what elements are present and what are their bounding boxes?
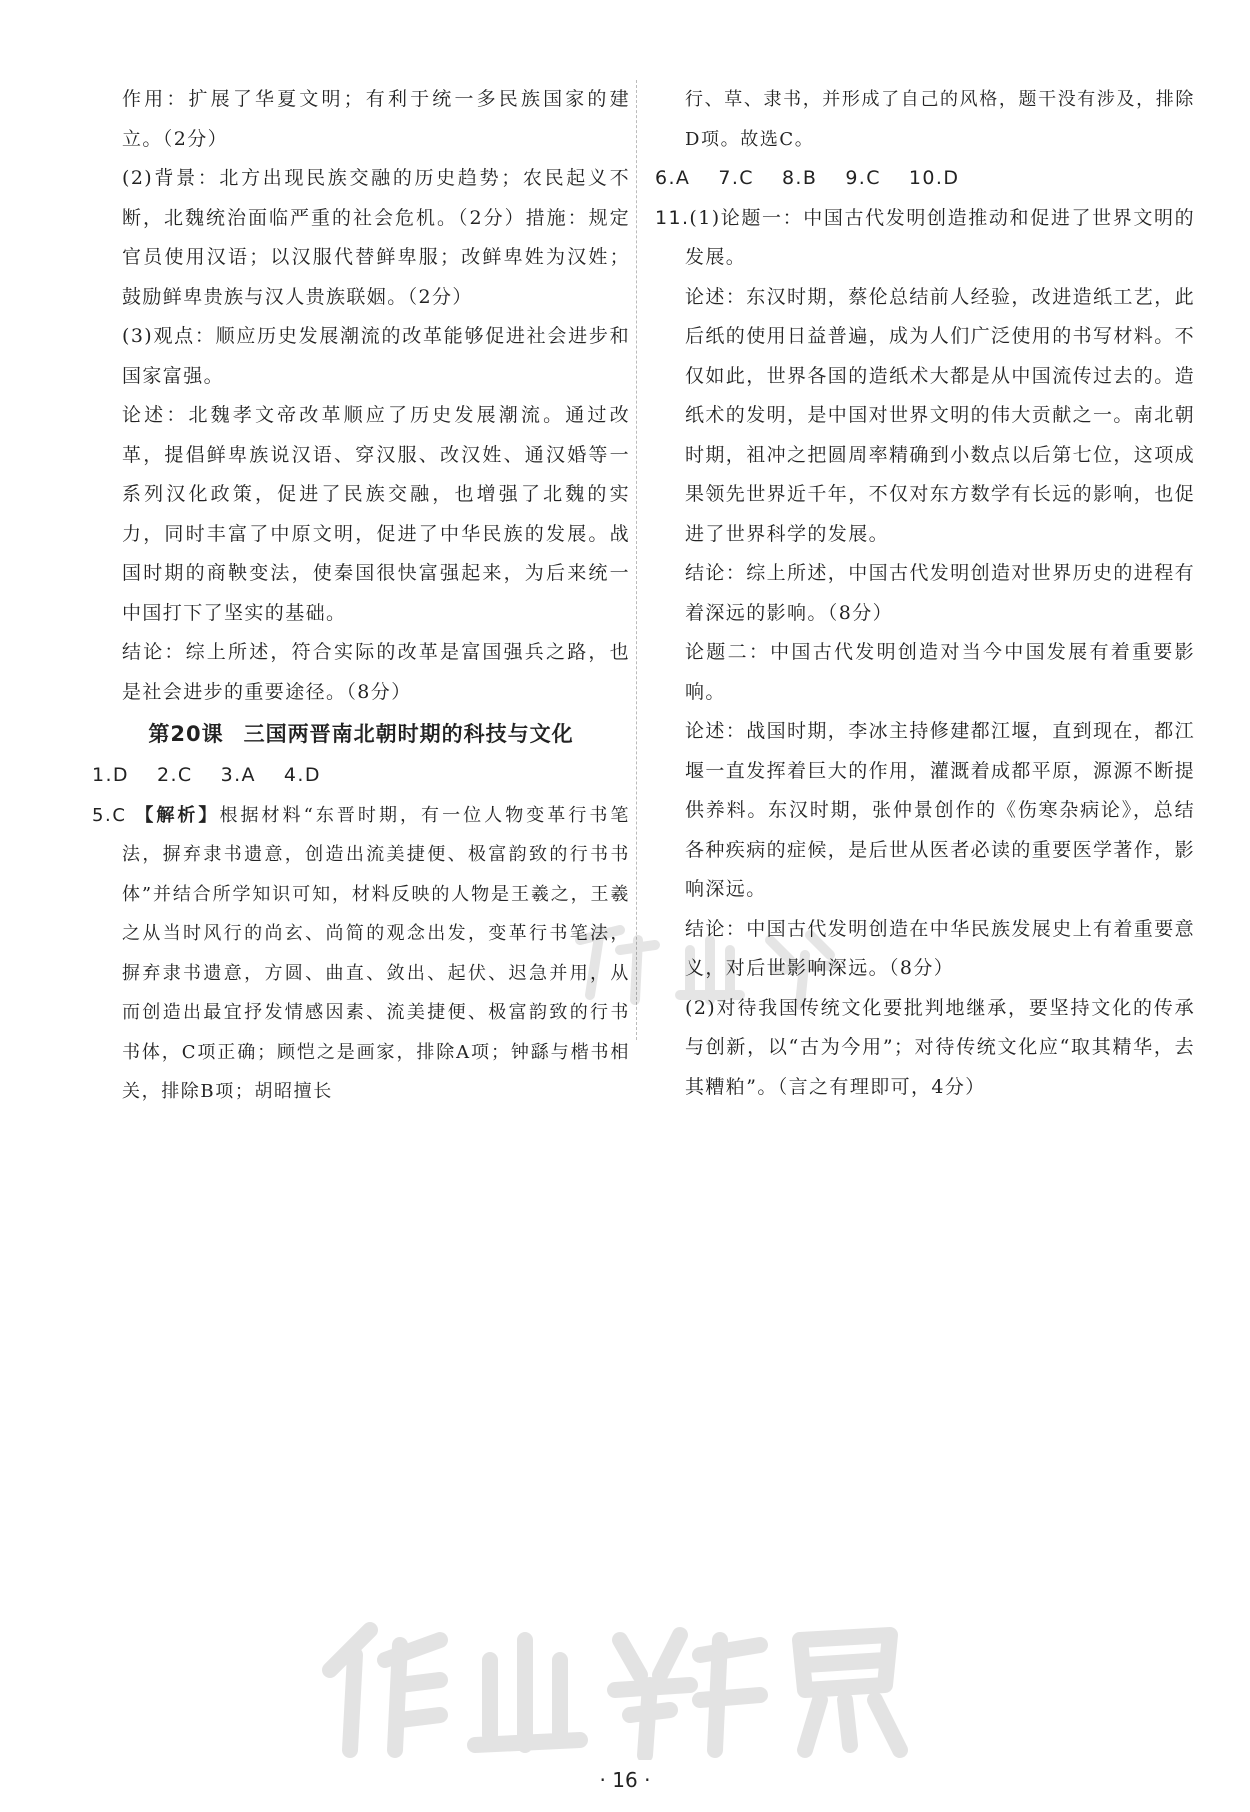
watermark-faint-mid — [560, 910, 860, 1010]
page-number: · 16 · — [599, 1768, 651, 1792]
answer-7: 7.C — [718, 167, 754, 189]
question-5-continued: 行、草、隶书，并形成了自己的风格，题干没有涉及，排除D项。故选C。 — [685, 89, 1195, 150]
answer-row-6-10 — [655, 159, 1195, 199]
column-divider — [636, 80, 637, 1040]
paragraph-conclusion: 结论：综上所述，符合实际的改革是富国强兵之路，也是社会进步的重要途径。（8分） — [122, 641, 630, 703]
question-5-explanation — [92, 796, 630, 1112]
answer-1: 1.D — [92, 764, 129, 786]
left-column — [92, 80, 630, 1112]
topic-one: (1)论题一：中国古代发明创造推动和促进了世界文明的发展。 — [685, 206, 1195, 268]
lesson-title: 三国两晋南北朝时期的科技与文化 — [243, 722, 574, 746]
lesson-number: 第20课 — [148, 722, 224, 746]
answer-4: 4.D — [283, 764, 321, 786]
paragraph-viewpoint: (3)观点：顺应历史发展潮流的改革能够促进社会进步和国家富强。 — [122, 325, 630, 387]
explanation-tag: 【解析】 — [135, 804, 220, 826]
answer-8: 8.B — [781, 167, 818, 189]
paragraph-argument: 论述：北魏孝文帝改革顺应了历史发展潮流。通过改革，提倡鲜卑族说汉语、穿汉服、改汉姓、通汉婚等一系列汉化政策，促进了民族交融，也增强了北魏的实力，同时丰富了中原文明，促进了中华民族的发展。战国时期的商鞅变法，使秦国很快富强起来，为后来统一中国打下了坚实的基础。 — [122, 404, 630, 624]
topic-one-argument: 论述：东汉时期，蔡伦总结前人经验，改进造纸工艺，此后纸的使用日益普遍，成为人们广泛使用的书写材料。不仅如此，世界各国的造纸术大都是从中国流传过去的。造纸术的发明，是中国对世界文明的伟大贡献之一。南北朝时期，祖冲之把圆周率精确到小数点以后第七位，这项成果领先世界近千年，不仅对东方数学有长远的影响，也促进了世界科学的发展。 — [685, 285, 1196, 545]
watermark-logo — [300, 1600, 920, 1760]
answer-row-1-4 — [92, 756, 630, 796]
question-11-number: 11. — [655, 206, 690, 229]
answer-3: 3.A — [220, 764, 256, 786]
paragraph-background-measures: (2)背景：北方出现民族交融的历史趋势；农民起义不断，北魏统治面临严重的社会危机。（2分）措施：规定官员使用汉语；以汉服代替鲜卑服；改鲜卑姓为汉姓；鼓励鲜卑贵族与汉人贵族联姻。（2分） — [122, 167, 630, 308]
paragraph-effect: 作用：扩展了华夏文明；有利于统一多民族国家的建立。（2分） — [122, 88, 630, 150]
answer-2: 2.C — [156, 764, 193, 786]
topic-two: 论题二：中国古代发明创造对当今中国发展有着重要影响。 — [685, 641, 1195, 703]
answer-6: 6.A — [655, 167, 691, 189]
answer-9: 9.C — [845, 167, 881, 189]
answer-10: 10.D — [908, 167, 960, 189]
question-5-answer: 5.C — [92, 804, 127, 826]
question-11-part-2: (2)对待我国传统文化要批判地继承，要坚持文化的传承与创新，以“古为今用”；对待传统文化应“取其精华，去其糟粕”。（言之有理即可，4分） — [685, 996, 1195, 1098]
question-11-part-1 — [655, 199, 1195, 278]
lesson-heading — [92, 714, 630, 754]
topic-two-conclusion: 结论：中国古代发明创造在中华民族发展史上有着重要意义，对后世影响深远。（8分） — [685, 917, 1196, 979]
topic-two-argument: 论述：战国时期，李冰主持修建都江堰，直到现在，都江堰一直发挥着巨大的作用，灌溉着成都平原，源源不断提供养料。东汉时期，张仲景创作的《伤寒杂病论》，总结各种疾病的症候，是后世从医者必读的重要医学著作，影响深远。 — [685, 720, 1196, 900]
question-5-text: 根据材料“东晋时期，有一位人物变革行书笔法，摒弃隶书遗意，创造出流美捷便、极富韵致的行书书体”并结合所学知识可知，材料反映的人物是王羲之，王羲之从当时风行的尚玄、尚简的观念出发，变革行书笔法，摒弃隶书遗意，方圆、曲直、敛出、起伏、迟急并用，从而创造出最宜抒发情感因素、流美捷便、极富韵致的行书书体，C项正确；顾恺之是画家，排除A项；钟繇与楷书相关，排除B项；胡昭擅长 — [122, 804, 630, 1102]
topic-one-conclusion: 结论：综上所述，中国古代发明创造对世界历史的进程有着深远的影响。（8分） — [685, 562, 1196, 624]
